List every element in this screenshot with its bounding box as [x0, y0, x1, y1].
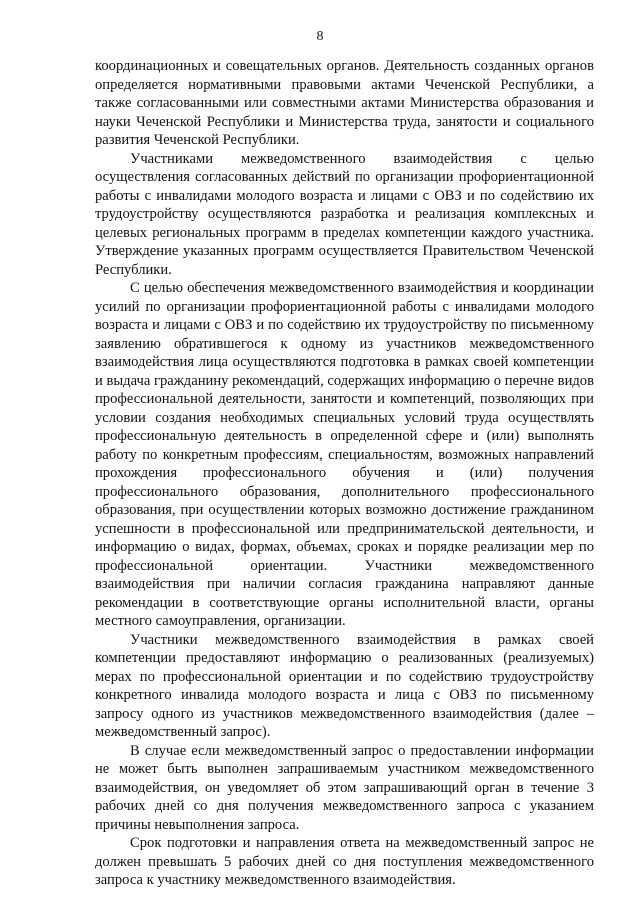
page-number: 8 [316, 29, 324, 44]
paragraph-refusal-notice: В случае если межведомственный запрос о предоставлении информации не может быть выполнен запрашиваемым участником межведомственного взаимодействия, он уведомляет об этом запрашивающий орган в течение 3 рабочих дней со дня получения межведомственного запроса с указанием причины невыполнения запроса. [95, 742, 594, 833]
paragraph-programs: Участниками межведомственного взаимодействия с целью осуществления согласованных действий по организации профориентационной работы с инвалидами молодого возраста и лицами с ОВЗ и по содействию их трудоустройству осуществляются разработка и реализация комплексных и целевых региональных программ в пределах компетенции каждого участника. Утверждение указанных программ осуществляется Правительством Чеченской Республики. [95, 150, 594, 278]
document-body [95, 57, 594, 890]
paragraph-response-deadline: Срок подготовки и направления ответа на межведомственный запрос не должен превышать 5 рабочих дней со дня поступления межведомственного запроса к участнику межведомственного взаимодействия. [95, 835, 594, 888]
paragraph-information-exchange: Участники межведомственного взаимодействия в рамках своей компетенции предоставляют информацию о реализованных (реализуемых) мерах по профессиональной ориентации и по содействию трудоустройству конкретного инвалида молодого возраста и лица с ОВЗ по письменному запросу одного из участников межведомственного взаимодействия (далее – межведомственный запрос). [95, 631, 594, 740]
paragraph-recommendations: С целью обеспечения межведомственного взаимодействия и координации усилий по организации профориентационной работы с инвалидами молодого возраста и лицами с ОВЗ и по содействию их трудоустройству по письменному заявлению обратившегося к одному из участников межведомственного взаимодействия лица осуществляются подготовка в рамках своей компетенции и выдача гражданину рекомендаций, содержащих информацию о перечне видов профессиональной деятельности, занятости и компетенций, позволяющих при условии создания необходимых специальных условий труда осуществлять профессиональную деятельность в определенной сфере и (или) выполнять работу по конкретным профессиям, специальностям, возможных направлений прохождения профессионального обучения и (или) получения профессионального образования, дополнительного профессионального образования, при осуществлении которых возможно достижение гражданином успешности в профессиональной или предпринимательской деятельности, и информацию о видах, формах, объемах, сроках и порядке реализации мер по профессиональной ориентации. Участники межведомственного взаимодействия при наличии согласия гражданина направляют данные рекомендации в соответствующие органы исполнительной власти, органы местного самоуправления, организации. [95, 280, 594, 629]
paragraph-continuation: координационных и совещательных органов. Деятельность созданных органов определяется нормативными правовыми актами Чеченской Республики, а также согласованными или совместными актами Министерства образования и науки Чеченской Республики и Министерства труда, занятости и социального развития Чеченской Республики. [95, 58, 594, 148]
